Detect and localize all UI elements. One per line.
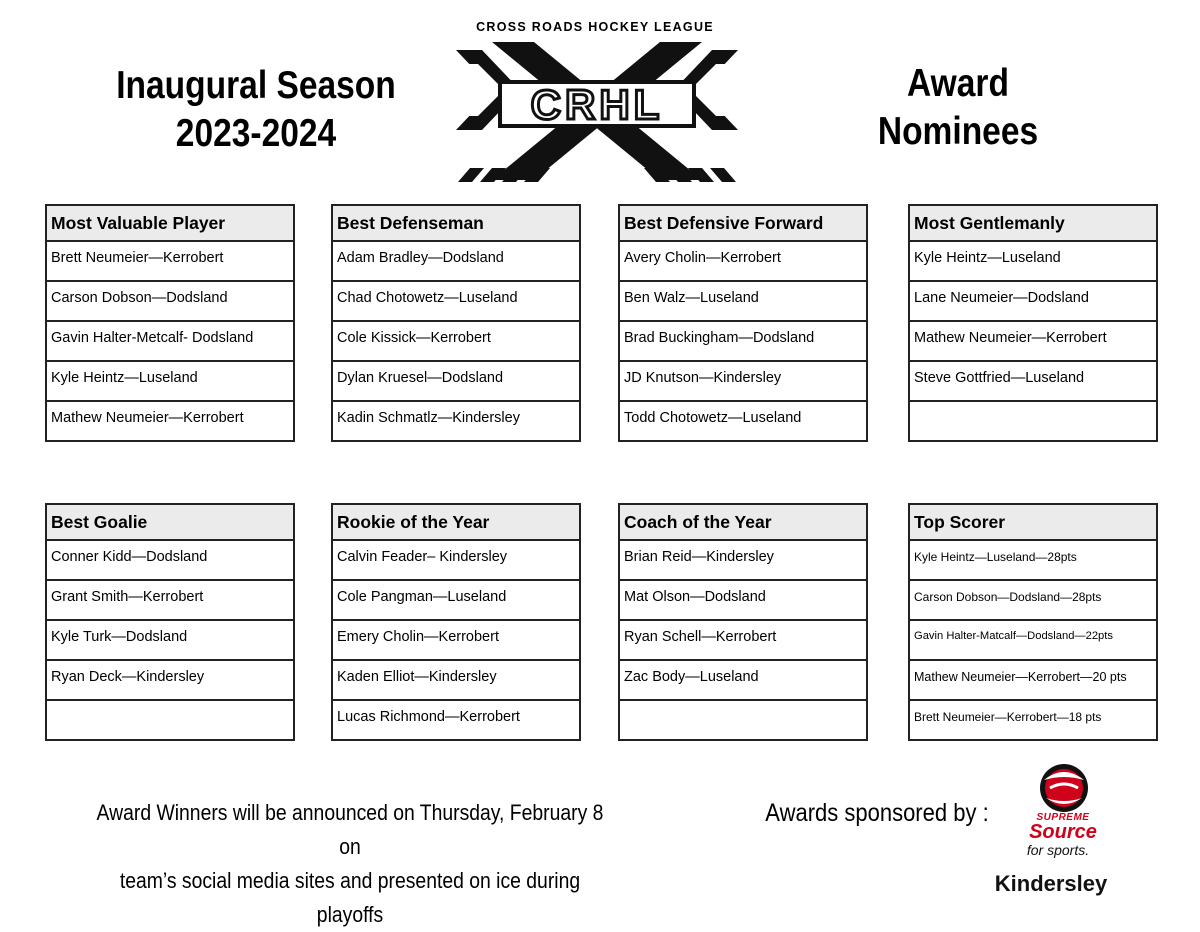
award-most-gentlemanly — [908, 204, 1158, 442]
announcement-line1: Award Winners will be announced on Thursday, February 8 on — [96, 800, 604, 859]
nominee-row: Chad Chotowetz—Luseland — [333, 282, 579, 322]
nominee-row: Adam Bradley—Dodsland — [333, 242, 579, 282]
season-heading-line1: Inaugural Season — [116, 64, 396, 107]
award-title: Most Gentlemanly — [910, 206, 1156, 242]
award-top-scorer — [908, 503, 1158, 741]
award-title: Coach of the Year — [620, 505, 866, 541]
nominee-row: Kaden Elliot—Kindersley — [333, 661, 579, 701]
nominee-row: Brad Buckingham—Dodsland — [620, 322, 866, 362]
crhl-logo — [452, 36, 742, 186]
season-heading — [112, 62, 401, 158]
award-title: Best Goalie — [47, 505, 293, 541]
nominee-row: Brian Reid—Kindersley — [620, 541, 866, 581]
nominee-row: Emery Cholin—Kerrobert — [333, 621, 579, 661]
award-most-valuable-player — [45, 204, 295, 442]
announcement-note — [86, 796, 614, 932]
award-title: Most Valuable Player — [47, 206, 293, 242]
nominee-row: Kyle Heintz—Luseland — [910, 242, 1156, 282]
award-rookie-of-the-year — [331, 503, 581, 741]
nominee-row: Steve Gottfried—Luseland — [910, 362, 1156, 402]
nominee-row: Brett Neumeier—Kerrobert — [47, 242, 293, 282]
sponsor-forsports-text: for sports. — [1026, 842, 1090, 858]
nominee-row: Conner Kidd—Dodsland — [47, 541, 293, 581]
nominee-row: Ryan Schell—Kerrobert — [620, 621, 866, 661]
nominee-row: Gavin Halter-Matcalf—Dodsland—22pts — [910, 621, 1156, 661]
awards-heading-line1: Award — [907, 62, 1009, 105]
nominee-row: JD Knutson—Kindersley — [620, 362, 866, 402]
award-title: Rookie of the Year — [333, 505, 579, 541]
nominee-row: Carson Dobson—Dodsland—28pts — [910, 581, 1156, 621]
award-best-defensive-forward — [618, 204, 868, 442]
nominee-row: Lucas Richmond—Kerrobert — [337, 709, 520, 725]
awards-heading-line2: Nominees — [877, 110, 1039, 153]
nominee-row: Cole Kissick—Kerrobert — [333, 322, 579, 362]
nominee-row — [910, 402, 1156, 440]
sponsor-supreme-text: SUPREME — [1036, 812, 1090, 823]
nominee-row: Gavin Halter-Metcalf- Dodsland — [47, 322, 293, 362]
nominee-row: Avery Cholin—Kerrobert — [620, 242, 866, 282]
nominee-row: Todd Chotowetz—Luseland — [624, 410, 802, 426]
sponsor-location: Kindersley — [994, 871, 1108, 896]
nominee-row: Ben Walz—Luseland — [620, 282, 866, 322]
nominee-row: Kadin Schmatlz—Kindersley — [337, 410, 520, 426]
nominee-row: Mat Olson—Dodsland — [620, 581, 866, 621]
nominee-row: Lane Neumeier—Dodsland — [910, 282, 1156, 322]
award-title: Top Scorer — [910, 505, 1156, 541]
nominee-row: Kyle Turk—Dodsland — [47, 621, 293, 661]
nominee-row — [620, 701, 866, 739]
sponsor-logo-icon — [1030, 758, 1100, 816]
nominee-row: Mathew Neumeier—Kerrobert — [910, 322, 1156, 362]
nominee-row: Mathew Neumeier—Kerrobert — [51, 410, 244, 426]
sponsor-label: Awards sponsored by : — [765, 799, 989, 827]
sponsor-source-text: Source — [1029, 821, 1097, 843]
logo-wordmark: CRHL — [530, 81, 664, 128]
season-heading-line2: 2023-2024 — [175, 112, 337, 155]
nominee-row: Mathew Neumeier—Kerrobert—20 pts — [910, 661, 1156, 701]
award-title: Best Defenseman — [333, 206, 579, 242]
nominee-row: Brett Neumeier—Kerrobert—18 pts — [914, 710, 1102, 724]
nominee-row: Ryan Deck—Kindersley — [47, 661, 293, 701]
nominee-row: Zac Body—Luseland — [620, 661, 866, 701]
nominee-row: Calvin Feader– Kindersley — [333, 541, 579, 581]
award-best-goalie — [45, 503, 295, 741]
nominee-row: Carson Dobson—Dodsland — [47, 282, 293, 322]
nominee-row: Kyle Heintz—Luseland—28pts — [910, 541, 1156, 581]
announcement-line2: team’s social media sites and presented on ice during playoffs — [119, 868, 581, 927]
nominee-row: Grant Smith—Kerrobert — [47, 581, 293, 621]
award-best-defenseman — [331, 204, 581, 442]
nominee-row — [47, 701, 293, 739]
awards-heading — [865, 60, 1051, 156]
nominee-row: Cole Pangman—Luseland — [333, 581, 579, 621]
award-title: Best Defensive Forward — [620, 206, 866, 242]
award-coach-of-the-year — [618, 503, 868, 741]
league-name: CROSS ROADS HOCKEY LEAGUE — [476, 20, 714, 34]
nominee-row: Dylan Kruesel—Dodsland — [333, 362, 579, 402]
nominee-row: Kyle Heintz—Luseland — [47, 362, 293, 402]
